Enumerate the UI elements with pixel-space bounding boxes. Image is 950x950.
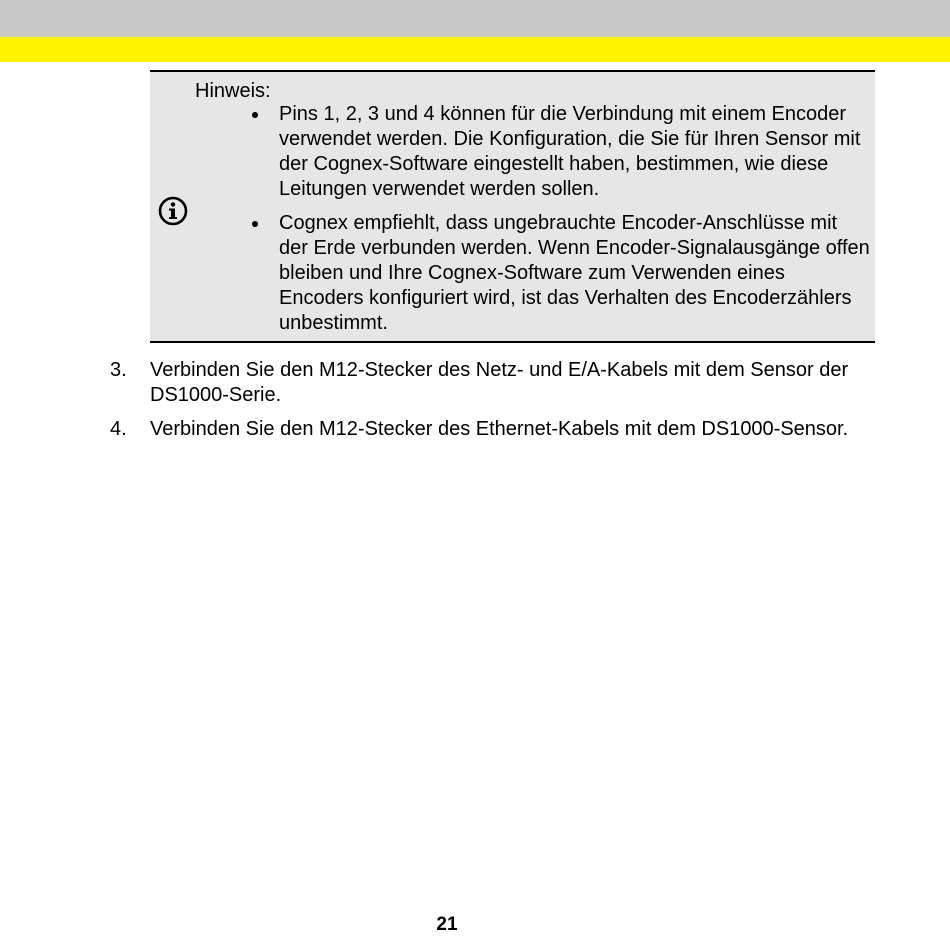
header-band [0, 0, 950, 37]
note-title [195, 79, 271, 103]
step-item [108, 358, 888, 408]
note-item-text: Cognex empfiehlt, dass ungebrauchte Encoder-Anschlüsse mit der Erde verbunden werden. Wenn Encoder-Signalausgänge offen bleiben und Ihre Cognex-Software zum Verwenden eines Encoders konfiguriert wird, ist das Verhalten des Encoderzählers unbestimmt. [279, 212, 870, 334]
step-text: Verbinden Sie den M12-Stecker des Netz- und E/A-Kabels mit dem Sensor der DS1000-Serie. [150, 359, 849, 406]
bullet-icon [252, 112, 258, 118]
note-list [246, 102, 871, 345]
step-item [108, 417, 888, 442]
note-item-text: Pins 1, 2, 3 und 4 können für die Verbindung mit einem Encoder verwendet werden. Die Konfiguration, die Sie für Ihren Sensor mit der Cognex-Software eingestellt haben, bestimmen, wie diese Leitungen verwendet werden sollen. [279, 103, 861, 200]
note-box [150, 70, 875, 343]
step-list [108, 358, 888, 451]
note-title-text: Hinweis [195, 80, 266, 102]
header-accent-band [0, 37, 950, 62]
page-number: 21 [436, 914, 458, 935]
note-title-colon: : [265, 80, 271, 102]
note-item [246, 102, 871, 202]
note-item [246, 211, 871, 336]
bullet-icon [252, 221, 258, 227]
info-circle-icon [157, 195, 189, 227]
step-text: Verbinden Sie den M12-Stecker des Ethernet-Kabels mit dem DS1000-Sensor. [150, 418, 849, 440]
step-number: 4. [110, 418, 127, 440]
step-number: 3. [110, 359, 127, 381]
